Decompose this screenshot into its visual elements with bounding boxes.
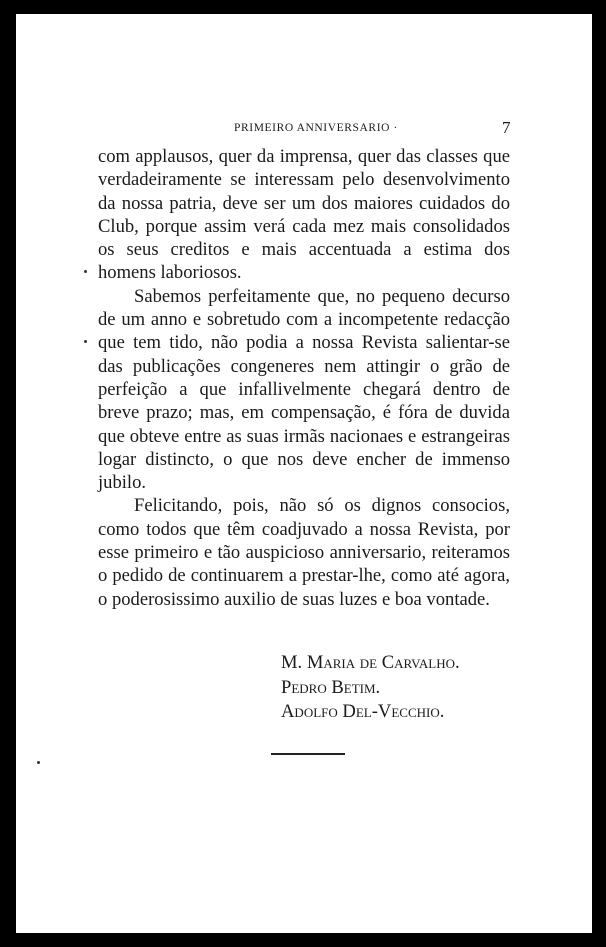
print-speck xyxy=(84,340,87,343)
print-speck xyxy=(84,270,87,273)
running-title: PRIMEIRO ANNIVERSARIO · xyxy=(234,122,398,134)
page-number: 7 xyxy=(502,118,511,137)
body-text xyxy=(98,145,510,611)
book-page xyxy=(16,14,592,933)
signature-1: M. Maria de Carvalho. xyxy=(281,652,460,673)
print-speck xyxy=(37,761,40,764)
signature-3: Adolfo Del-Vecchio. xyxy=(281,701,445,722)
signature-2: Pedro Betim. xyxy=(281,676,381,698)
signature-block xyxy=(281,651,460,725)
closing-rule xyxy=(271,753,345,755)
paragraph-2: Sabemos perfeitamente que, no pequeno decurso de um anno e sobretudo com a incompetente redacção que tem tido, não podia a nossa Revista salientar-se das publicações congeneres nem attingir o grão de perfeição a que infallivelmente chegará dentro de breve prazo; mas, em compensação, é fóra de duvida que obteve entre as suas irmãs nacionaes e estrangeiras logar distincto, o que nos deve encher de immenso jubilo. xyxy=(98,285,510,494)
paragraph-1: com applausos, quer da imprensa, quer das classes que verdadeiramente se interessam pelo desenvolvimento da nossa patria, deve ser um dos maiores cuidados do Club, porque assim verá cada mez mais consolidados os seus creditos e mais accentuada a estima dos homens laboriosos. xyxy=(98,146,510,284)
page-header xyxy=(16,120,592,140)
paragraph-3: Felicitando, pois, não só os dignos consocios, como todos que têm coadjuvado a nossa Revista, por esse primeiro e tão auspicioso anniversario, reiteramos o pedido de continuarem a prestar-lhe, como até agora, o poderosissimo auxilio de suas luzes e boa vontade. xyxy=(98,495,510,610)
